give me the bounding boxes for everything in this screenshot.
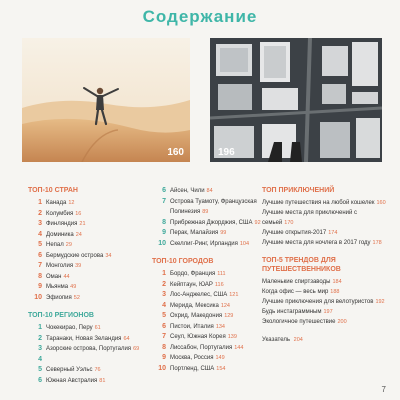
entry-name: Эфиопия <box>46 294 72 301</box>
entry-page: 44 <box>63 273 70 280</box>
toc-entry[interactable] <box>28 293 144 304</box>
entry-number: 8 <box>162 218 166 226</box>
entry-name: Лос-Анджелес, США <box>170 292 228 298</box>
entry-name: Лучшие места для приключений с семьей <box>262 210 358 226</box>
photo-page-number: 196 <box>218 147 235 158</box>
entry-number: 4 <box>38 355 42 363</box>
entry-title <box>46 323 144 334</box>
entry-number: 9 <box>162 229 166 236</box>
entry-name: Финляндия <box>46 221 78 227</box>
entry-name: Когда офис — весь мир <box>262 289 329 295</box>
entry-page: 89 <box>202 209 209 215</box>
regions-continued-list <box>152 186 262 249</box>
entry-title <box>170 186 262 197</box>
entry-name: Азорские острова, Португалия <box>46 346 132 352</box>
entry-name: Таранаки, Новая Зеландия <box>46 335 122 342</box>
toc-entry[interactable] <box>28 344 144 355</box>
toc-entry[interactable] <box>28 219 144 230</box>
toc-entry[interactable] <box>262 297 386 307</box>
adventures-list <box>262 198 386 248</box>
entry-page: 200 <box>337 319 347 325</box>
index-page: 204 <box>293 337 303 343</box>
entry-page: 170 <box>284 220 294 226</box>
toc-entry[interactable] <box>262 307 386 317</box>
entry-name: Непал <box>46 242 64 248</box>
entry-page: 104 <box>239 240 250 247</box>
entry-number: 9 <box>38 283 42 290</box>
toc-entry[interactable] <box>28 323 144 334</box>
entry-title <box>46 251 144 262</box>
toc-entry[interactable] <box>152 218 262 229</box>
entry-number: 6 <box>38 376 42 384</box>
toc-column-1 <box>28 186 144 386</box>
entry-title <box>170 364 262 375</box>
entry-name: Охрид, Македония <box>170 313 223 319</box>
toc-entry[interactable] <box>262 208 386 228</box>
toc-entry[interactable] <box>28 376 144 387</box>
entry-name: Портленд, США <box>170 365 215 372</box>
toc-entry[interactable] <box>28 251 144 262</box>
trends-list <box>262 277 386 327</box>
entry-page: 16 <box>75 210 82 217</box>
entry-title <box>46 365 144 376</box>
entry-name: Северный Уэльс <box>46 367 93 373</box>
entry-page: 34 <box>105 252 112 259</box>
entry-page: 24 <box>75 231 82 238</box>
entry-page: 121 <box>229 292 239 298</box>
entry-title <box>170 197 262 218</box>
desert-photo <box>22 38 190 162</box>
entry-page: 21 <box>79 221 86 227</box>
entry-page: 154 <box>216 365 226 372</box>
toc-column-3 <box>262 186 386 345</box>
entry-number: 8 <box>162 343 166 351</box>
entry-name: Лучшие открытия-2017 <box>262 230 327 236</box>
entry-title <box>170 322 262 333</box>
cities-list <box>152 269 262 374</box>
section-title-cities: ТОП-10 ГОРОДОВ <box>152 258 214 265</box>
entry-page: 116 <box>214 281 224 288</box>
entry-name: Канада <box>46 200 67 206</box>
entry-name: Бермудские острова <box>46 252 104 259</box>
page-number: 7 <box>381 385 386 394</box>
entry-number: 3 <box>38 220 42 227</box>
entry-name: Лучшие приключения для велотуристов <box>262 299 374 305</box>
toc-entry[interactable] <box>28 272 144 283</box>
toc-entry[interactable] <box>28 355 144 366</box>
entry-title <box>46 334 144 345</box>
entry-page: 61 <box>94 325 101 331</box>
entry-number: 5 <box>38 241 42 248</box>
entry-number: 3 <box>38 345 42 352</box>
toc-entry[interactable] <box>28 282 144 293</box>
entry-name: Будь инстаграммным <box>262 309 322 315</box>
entry-title <box>170 332 262 343</box>
entry-page: 92 <box>254 219 261 226</box>
entry-number: 1 <box>38 199 42 206</box>
entry-title <box>46 376 144 387</box>
section-title-adventures: ТОП ПРИКЛЮЧЕНИЙ <box>262 187 335 194</box>
entry-title <box>170 269 262 280</box>
entry-page: 29 <box>65 242 72 248</box>
entry-title <box>170 343 262 354</box>
entry-title <box>46 230 144 241</box>
entry-number: 4 <box>162 301 166 309</box>
entry-page: 192 <box>375 299 385 305</box>
entry-title <box>170 280 262 291</box>
entry-name: Бордо, Франция <box>170 271 216 277</box>
entry-title <box>170 218 262 229</box>
entry-page: 174 <box>328 230 338 236</box>
entry-number: 7 <box>38 262 42 269</box>
entry-page: 197 <box>323 309 333 315</box>
city-illustration <box>210 38 382 162</box>
regions-list <box>28 323 144 386</box>
entry-name: Доминика <box>46 231 74 238</box>
entry-number: 6 <box>162 322 166 330</box>
entry-name: Мьянма <box>46 284 69 290</box>
entry-page: 129 <box>224 313 234 319</box>
entry-page: 64 <box>123 335 130 342</box>
entry-name: Сеул, Южная Корея <box>170 334 226 340</box>
entry-name: Пистои, Италия <box>170 323 214 330</box>
entry-title <box>46 272 144 283</box>
entry-title <box>46 355 144 366</box>
entry-name: Мерида, Мексика <box>170 302 219 309</box>
city-photo <box>210 38 382 162</box>
entry-number: 4 <box>38 230 42 238</box>
entry-title <box>46 219 144 230</box>
toc-entry[interactable] <box>152 322 262 333</box>
entry-number: 10 <box>34 293 42 301</box>
toc-entry[interactable] <box>152 332 262 343</box>
entry-page: 49 <box>70 284 77 290</box>
toc-entry[interactable] <box>262 238 386 248</box>
entry-number: 5 <box>162 312 166 319</box>
index-entry[interactable] <box>262 335 386 345</box>
entry-page: 178 <box>372 240 382 246</box>
entry-number: 6 <box>38 251 42 259</box>
toc-entry[interactable] <box>152 364 262 375</box>
entry-name: Маленькие спиртзаводы <box>262 279 331 285</box>
entry-number: 10 <box>158 364 166 372</box>
entry-number: 10 <box>158 239 166 247</box>
toc-entry[interactable] <box>28 261 144 272</box>
entry-page: 111 <box>217 271 226 277</box>
entry-name: Монголия <box>46 263 74 269</box>
toc-entry[interactable] <box>28 365 144 376</box>
toc-entry[interactable] <box>152 343 262 354</box>
entry-page: 124 <box>220 302 230 309</box>
toc-entry[interactable] <box>28 209 144 220</box>
entry-page: 52 <box>73 294 80 301</box>
entry-number: 2 <box>38 209 42 217</box>
entry-name: Чокекирао, Перу <box>46 325 93 331</box>
toc-entry[interactable] <box>28 230 144 241</box>
toc-entry[interactable] <box>152 280 262 291</box>
entry-title <box>170 290 262 301</box>
entry-page: 149 <box>215 355 225 361</box>
entry-name: Острова Туамоту, Французская Полинезия <box>170 198 257 215</box>
entry-page: 76 <box>94 367 101 373</box>
entry-number: 1 <box>162 270 166 277</box>
entry-name: Перак, Малайзия <box>170 230 219 236</box>
entry-title <box>170 353 262 364</box>
desert-illustration <box>22 38 190 162</box>
entry-page: 134 <box>215 323 225 330</box>
toc-entry[interactable] <box>28 240 144 251</box>
toc-entry[interactable] <box>262 317 386 327</box>
entry-name: Оман <box>46 273 62 280</box>
toc-column-2 <box>152 186 262 374</box>
entry-title <box>46 209 144 220</box>
toc-entry[interactable] <box>262 228 386 238</box>
toc-entry[interactable] <box>152 311 262 322</box>
entry-number: 3 <box>162 291 166 298</box>
entry-title <box>170 239 262 250</box>
page-title: Содержание <box>142 7 258 26</box>
entry-number: 5 <box>38 366 42 373</box>
entry-number: 2 <box>162 280 166 288</box>
section-title-countries: ТОП-10 СТРАН <box>28 187 78 194</box>
entry-page: 139 <box>227 334 237 340</box>
entry-title <box>170 301 262 312</box>
index-label: Указатель <box>262 337 290 343</box>
entry-name: Лучшие места для ночлега в 2017 году <box>262 240 371 246</box>
section-title-regions: ТОП-10 РЕГИОНОВ <box>28 312 94 319</box>
entry-page: 160 <box>376 200 386 206</box>
entry-name: Кейптаун, ЮАР <box>170 281 213 288</box>
entry-page: 84 <box>206 188 213 194</box>
toc-entry[interactable] <box>262 198 386 208</box>
entry-page: 184 <box>332 279 342 285</box>
entry-name: Южная Австралия <box>46 377 98 384</box>
toc-entry[interactable] <box>262 287 386 297</box>
entry-number: 9 <box>162 354 166 361</box>
toc-entry[interactable] <box>152 228 262 239</box>
entry-name: Москва, Россия <box>170 355 214 361</box>
entry-page: 99 <box>220 230 227 236</box>
entry-number: 1 <box>38 324 42 331</box>
entry-title <box>46 240 144 251</box>
entry-page: 144 <box>234 344 244 351</box>
entry-name: Айсен, Чили <box>170 188 205 194</box>
entry-number: 2 <box>38 334 42 342</box>
toc-entry[interactable] <box>152 239 262 250</box>
countries-list <box>28 198 144 303</box>
entry-name: Прибрежная Джорджия, США <box>170 219 253 226</box>
entry-name: Лучшие путешествия на любой кошелек <box>262 200 375 206</box>
toc-entry[interactable] <box>152 269 262 280</box>
entry-page: 12 <box>68 200 75 206</box>
entry-name: Экологичное путешествие <box>262 319 336 325</box>
section-title-trends: ТОП-5 ТРЕНДОВ ДЛЯ ПУТЕШЕСТВЕННИКОВ <box>262 257 341 273</box>
entry-number: 6 <box>162 187 166 194</box>
toc-entry[interactable] <box>262 277 386 287</box>
entry-number: 8 <box>38 272 42 280</box>
toc-entry[interactable] <box>28 198 144 209</box>
entry-page: 69 <box>133 346 140 352</box>
entry-title <box>46 344 144 355</box>
entry-name: Скеллиг-Ринг, Ирландия <box>170 240 238 247</box>
entry-title <box>46 282 144 293</box>
toc-entry[interactable] <box>152 186 262 197</box>
entry-number: 7 <box>162 197 166 205</box>
entry-number: 7 <box>162 333 166 340</box>
photo-page-number: 160 <box>167 147 184 158</box>
entry-page: 188 <box>330 289 340 295</box>
toc-entry[interactable] <box>152 301 262 312</box>
entry-title <box>46 198 144 209</box>
toc-entry[interactable] <box>28 334 144 345</box>
toc-entry[interactable] <box>152 197 262 218</box>
entry-title <box>46 293 144 304</box>
entry-title <box>170 228 262 239</box>
entry-name: Колумбия <box>46 210 74 217</box>
toc-entry[interactable] <box>152 353 262 364</box>
toc-entry[interactable] <box>152 290 262 301</box>
entry-name: Лиссабон, Португалия <box>170 344 233 351</box>
entry-page: 39 <box>75 263 82 269</box>
entry-title <box>46 261 144 272</box>
entry-page: 81 <box>99 377 106 384</box>
entry-title <box>170 311 262 322</box>
